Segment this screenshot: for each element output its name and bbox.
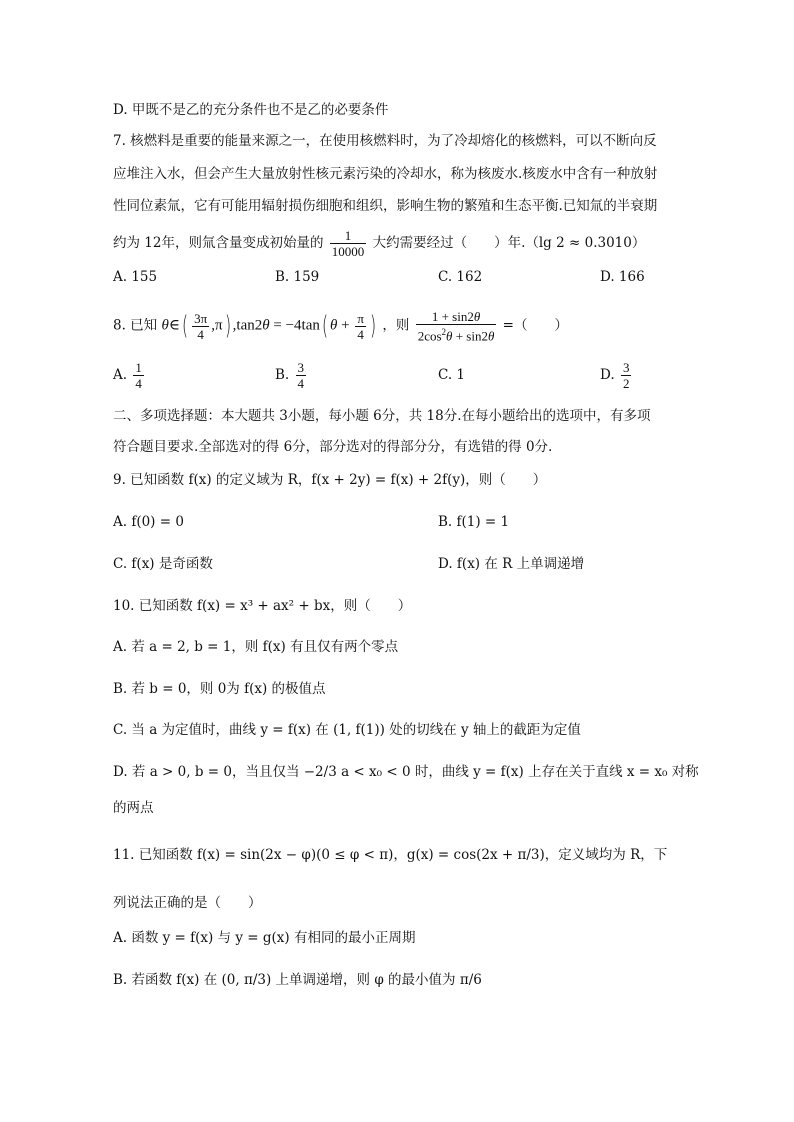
q10-option-b: B. 若 b = 0，则 0为 f(x) 的极值点 xyxy=(113,681,326,697)
q10-option-a: A. 若 a = 2, b = 1，则 f(x) 有且仅有两个零点 xyxy=(113,639,399,655)
q9-option-d: D. f(x) 在 R 上单调递增 xyxy=(438,556,585,572)
q7-line4-prefix: 约为 12年，则氚含量变成初始量的 xyxy=(113,235,324,251)
q7-text-line-4 xyxy=(113,228,645,259)
q11-stem: 11. 已知函数 f(x) = sin(2x − φ)(0 ≤ φ < π)，g(x) = cos(2x + π/3)，定义域均为 R，下 xyxy=(113,847,668,863)
q7-option-d: D. 166 xyxy=(600,269,645,285)
q8-option-d: D. $\frac{3}{2}$ xyxy=(600,360,630,391)
q7-fraction xyxy=(330,228,367,259)
q8-stem: 8. 已知 θ∈( $\frac{3\pi}{4}$ ,π) ,tan2θ = −4tan( θ + $\frac{\pi}{4}$ ) ，则 $\frac{1 + \sin 2\theta}{2\cos^2\theta + \sin 2\theta}$ =（ ） xyxy=(113,309,568,344)
q8-condition: θ xyxy=(161,317,169,334)
q10-option-c: C. 当 a 为定值时，曲线 y = f(x) 在 (1, f(1)) 处的切线在 y 轴上的截距为定值 xyxy=(113,722,581,738)
q8-option-a: A. $\frac{1}{4}$ xyxy=(113,360,142,391)
q10-option-d: D. 若 a > 0, b = 0，当且仅当 −2/3 a < x₀ < 0 时，曲线 y = f(x) 上存在关于直线 x = x₀ 对称 xyxy=(113,764,699,780)
q7-option-b: B. 159 xyxy=(275,269,320,285)
q9-stem: 9. 已知函数 f(x) 的定义域为 R，f(x + 2y) = f(x) + 2f(y)，则（ ） xyxy=(113,472,547,488)
q9-option-c: C. f(x) 是奇函数 xyxy=(113,556,213,572)
section-2-heading-line-2: 符合题目要求.全部选对的得 6分，部分选对的得部分分，有选错的得 0分. xyxy=(113,439,553,455)
section-2-heading-line-1: 二、多项选择题：本大题共 3小题，每小题 6分，共 18分.在每小题给出的选项中，有多项 xyxy=(113,408,651,424)
q7-text-line-1: 7. 核燃料是重要的能量来源之一，在使用核燃料时，为了冷却熔化的核燃料，可以不断向反 xyxy=(113,133,657,149)
q8-expression: $\frac{1 + \sin 2\theta}{2\cos^2\theta + \sin 2\theta}$ xyxy=(417,309,495,344)
q8-answer-blank: =（ ） xyxy=(502,317,568,334)
q7-fraction-denominator: 10000 xyxy=(331,244,365,259)
q11-stem-cont: 列说法正确的是（ ） xyxy=(113,895,262,911)
q7-line4-suffix: 大约需要经过（ ）年.（lg 2 ≈ 0.3010） xyxy=(372,235,646,251)
q9-option-a: A. f(0) = 0 xyxy=(113,514,184,530)
q8-frac-3pi4: $\frac{3\pi}{4}$ xyxy=(194,310,208,342)
q7-option-c: C. 162 xyxy=(438,269,483,285)
q8-option-b: B. $\frac{3}{4}$ xyxy=(275,360,305,391)
q7-option-a: A. 155 xyxy=(113,269,158,285)
q8-suffix: ，则 xyxy=(382,317,410,334)
q9-option-b: B. f(1) = 1 xyxy=(438,514,510,530)
q7-text-line-3: 性同位素氚，它有可能用辐射损伤细胞和组织，影响生物的繁殖和生态平衡.已知氚的半衰期 xyxy=(113,198,658,214)
q11-option-a: A. 函数 y = f(x) 与 y = g(x) 有相同的最小正周期 xyxy=(113,930,416,946)
q8-option-c: C. 1 xyxy=(438,367,466,383)
q7-text-line-2: 应堆注入水，但会产生大量放射性核元素污染的冷却水，称为核废水.核废水中含有一种放射 xyxy=(113,166,658,182)
q6-option-d: D. 甲既不是乙的充分条件也不是乙的必要条件 xyxy=(113,102,389,118)
q7-fraction-numerator: 1 xyxy=(330,228,367,244)
q11-option-b: B. 若函数 f(x) 在 (0, π/3) 上单调递增，则 φ 的最小值为 π/6 xyxy=(113,972,482,988)
q8-prefix: 8. 已知 xyxy=(113,317,158,334)
q10-option-d-cont: 的两点 xyxy=(113,800,154,816)
q10-stem: 10. 已知函数 f(x) = x³ + ax² + bx，则（ ） xyxy=(113,598,412,614)
